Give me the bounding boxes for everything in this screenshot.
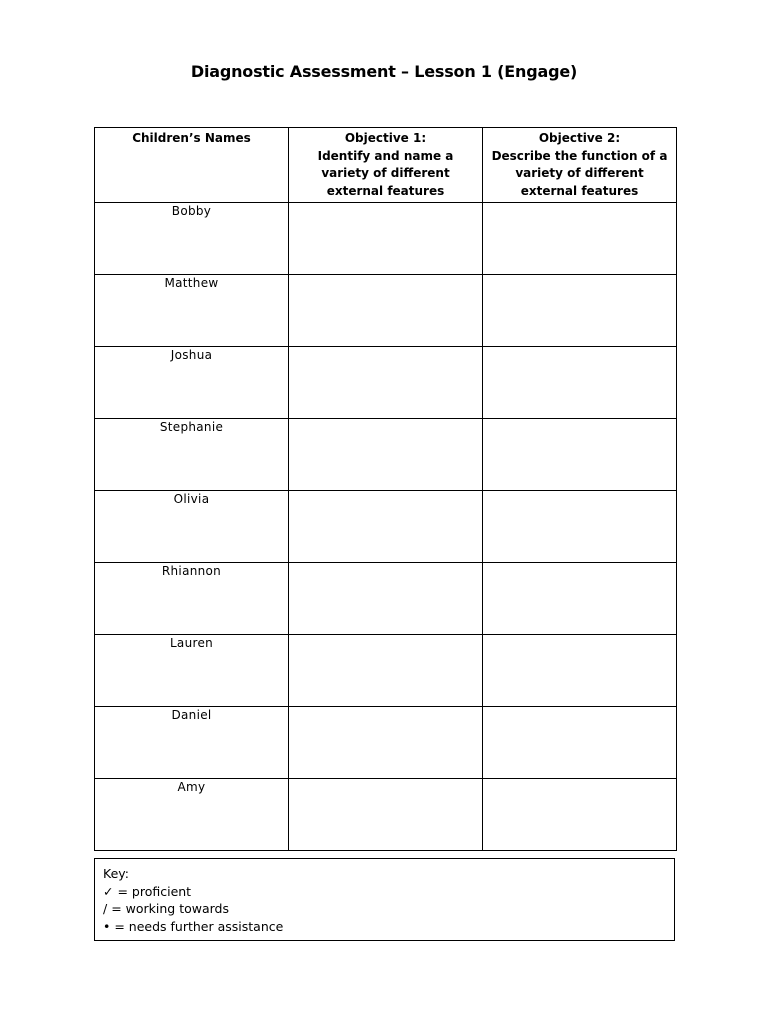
child-name-cell: Amy [95, 779, 289, 851]
table-row [95, 275, 677, 347]
table-header-row [95, 128, 677, 203]
key-item-proficient [103, 883, 674, 901]
key-box [94, 858, 675, 941]
objective-2-cell[interactable] [483, 347, 677, 419]
table-row [95, 635, 677, 707]
child-name-cell: Matthew [95, 275, 289, 347]
child-name-cell: Daniel [95, 707, 289, 779]
objective-2-cell[interactable] [483, 779, 677, 851]
child-name-cell: Joshua [95, 347, 289, 419]
objective-1-cell[interactable] [289, 419, 483, 491]
table-row [95, 419, 677, 491]
objective-2-cell[interactable] [483, 275, 677, 347]
table-row [95, 707, 677, 779]
key-item-text: = needs further assistance [110, 918, 284, 934]
objective-2-cell[interactable] [483, 419, 677, 491]
key-item-needs-assistance [103, 918, 674, 936]
objective-2-cell[interactable] [483, 491, 677, 563]
child-name-cell: Olivia [95, 491, 289, 563]
objective-1-cell[interactable] [289, 635, 483, 707]
child-name-cell: Stephanie [95, 419, 289, 491]
objective-1-cell[interactable] [289, 275, 483, 347]
objective-1-cell[interactable] [289, 347, 483, 419]
objective-2-cell[interactable] [483, 563, 677, 635]
header-names-label: Children’s Names [132, 131, 251, 145]
bullet-icon: • [103, 918, 111, 934]
child-name-cell: Rhiannon [95, 563, 289, 635]
table-row [95, 563, 677, 635]
checkmark-icon: ✓ [103, 883, 114, 899]
slash-icon: / [103, 901, 108, 916]
key-item-text: = proficient [113, 883, 192, 899]
key-title: Key: [103, 866, 129, 881]
objective-2-cell[interactable] [483, 203, 677, 275]
header-objective-2 [483, 128, 677, 203]
key-item-working-towards [103, 900, 674, 918]
table-row [95, 347, 677, 419]
assessment-table [94, 127, 677, 851]
objective-1-cell[interactable] [289, 563, 483, 635]
objective-1-cell[interactable] [289, 707, 483, 779]
table-row [95, 491, 677, 563]
page-title: Diagnostic Assessment – Lesson 1 (Engage) [190, 62, 578, 81]
objective-2-title: Objective 2: [538, 131, 621, 145]
table-row [95, 203, 677, 275]
objective-2-cell[interactable] [483, 707, 677, 779]
objective-1-cell[interactable] [289, 491, 483, 563]
child-name-cell: Lauren [95, 635, 289, 707]
table-row [95, 779, 677, 851]
objective-1-description: Identify and name a variety of different external features [317, 148, 454, 198]
header-childrens-names [95, 128, 289, 203]
objective-1-cell[interactable] [289, 779, 483, 851]
key-item-text: = working towards [107, 901, 229, 916]
objective-1-title: Objective 1: [344, 131, 427, 145]
objective-2-cell[interactable] [483, 635, 677, 707]
header-objective-1 [289, 128, 483, 203]
child-name-cell: Bobby [95, 203, 289, 275]
objective-1-cell[interactable] [289, 203, 483, 275]
objective-2-description: Describe the function of a variety of different external features [491, 148, 668, 198]
